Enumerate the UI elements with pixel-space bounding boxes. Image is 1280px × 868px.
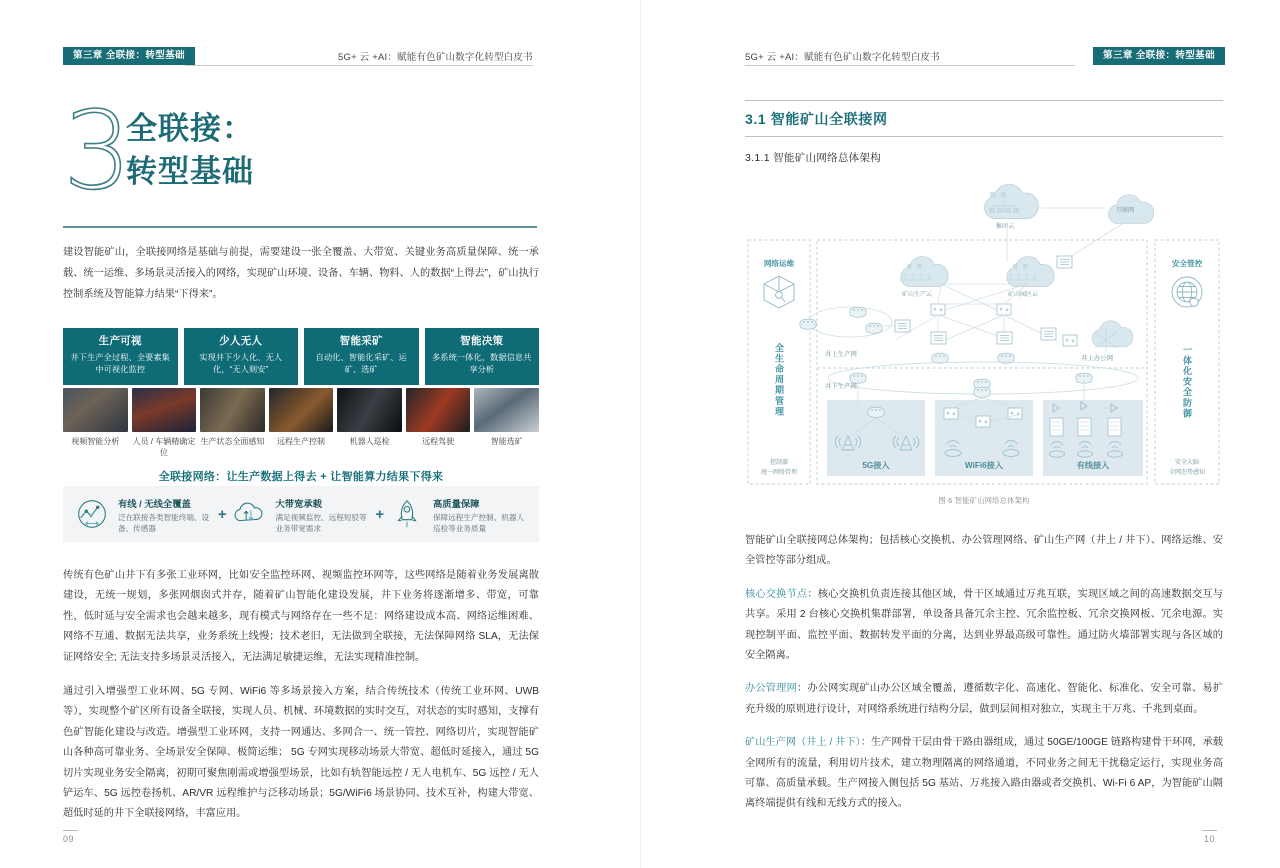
left-body-text: [63, 566, 539, 839]
network-architecture-figure: [745, 180, 1223, 492]
section-heading-block: [745, 100, 1223, 137]
photo-thumbnail: [269, 388, 334, 432]
access-block-label-5g: 5G接入: [862, 461, 890, 470]
photo-item: [474, 388, 539, 458]
feature-card: [304, 328, 419, 385]
mine-production-cloud-node: [900, 257, 948, 298]
right-panel-vertical-label: 一体化安全防御: [1182, 344, 1192, 420]
section-title: 3.1 智能矿山全联接网: [745, 111, 888, 127]
office-firewall: [1041, 328, 1056, 340]
pillar-row: [63, 486, 539, 542]
pillar-title: 有线 / 无线全覆盖: [118, 498, 191, 509]
folio-rule: [1202, 830, 1217, 831]
chapter-title-line1: 全联接：: [126, 111, 254, 146]
folio-number: 09: [63, 834, 75, 844]
right-panel-footer-1: 安全大脑: [1174, 460, 1200, 466]
photo-item: [63, 388, 128, 458]
rocket-icon: [388, 495, 426, 533]
chapter-divider: [63, 226, 537, 228]
photo-item: [132, 388, 197, 458]
body-paragraph: 通过引入增强型工业环网、5G 专网、WiFi6 等多场景接入方案，结合传统技术（传统工业环网、UWB 等），实现整个矿区所有设备全联接，实现人员、机械、环境数据的实时交互，对状态的实时感知，支撑有色矿智能化建设与改造。增强型工业环网，支持一网通达、多网合一、统一管控、网络切片，实现智能矿山各种高可靠业务、全场景安全保障、极简运维； 5G 专网实现移动场景大带宽、超低时延接入，通过 5G 切片实现业务安全隔离，初期可聚焦刚需或增强型场景，比如有轨智能远控 / 无人电机车、5G 远控 / 无人铲运车、5G 远控卷扬机、AR/VR 远程维护与泛移动场景；5G/WiFi6 场景协同、技术互补，构建大带宽、超低时延的井下全联接网络，丰富应用。: [63, 686, 539, 820]
photo-caption: 人员 / 车辆精确定位: [132, 437, 196, 458]
photo-caption: 智能选矿: [490, 437, 523, 446]
left-panel-heading: 网络运维: [763, 259, 795, 268]
feature-card: [425, 328, 540, 385]
office-router: [1063, 335, 1077, 346]
subsection-title: 3.1.1 智能矿山网络总体架构: [745, 152, 882, 164]
feature-card-desc: 井下生产全过程、全要素集中可视化监控: [70, 352, 170, 375]
photo-caption: 视频智能分析: [71, 437, 120, 446]
paragraph-text: ：生产网骨干层由骨干路由器组成，通过 50GE/100GE 链路构建骨干环网，承载全网所有的流量，利用切片技术，建立物理隔离的网络通道，不同业务之间无干扰稳定运行，实现业务高可靠、高质量承载。生产网接入侧包括 5G 基站、万兆接入路由器或者交换机、Wi-Fi 6 AP，为智能矿山隔离终端提供有线和无线方式的接入。: [745, 737, 1224, 810]
internet-label: 互联网: [1115, 208, 1135, 214]
page-right: [640, 0, 1280, 868]
plus-symbol: +: [217, 505, 227, 523]
feature-card: [63, 328, 178, 385]
running-header-chapter-tag: 第三章 全联接：转型基础: [63, 47, 195, 65]
intro-paragraph: 建设智能矿山，全联接网络是基础与前提，需要建设一张全覆盖、大带宽、关键业务高质量保障、统一承载、统一运维、多场景灵活接入的网络，实现矿山环境、设备、车辆、物料、人的数据“上得去”，矿山执行控制系统及智能算力结果“下得来”。: [63, 247, 539, 300]
feature-card-title: 智能决策: [460, 335, 504, 347]
photo-thumbnail: [337, 388, 402, 432]
body-paragraph: 传统有色矿山井下有多张工业环网，比如安全监控环网、视频监控环网等，这些网络是随着业务发展离散建设，无统一规划，多张网烟囱式并存，随着矿山智能化建设发展，井下业务将逐渐增多、带宽，可靠性，低时延与安全需求也会越来越多，现有模式与网络存在一些不足：网络建设成本高、网络运维困难、网络不互通、数据无法共享，业务系统上线慢；技术老旧，无法做到全联接，无法保障网络 SLA，无法保证网络安全; 无法支持多场景灵活接入，无法满足敏捷运维，无法实现精准控制。: [63, 570, 539, 663]
group-cloud-label: 集团云: [995, 223, 1015, 230]
folio-number: 10: [1203, 834, 1215, 844]
pillar-text: [433, 494, 529, 535]
feature-card-desc: 实现井下少人化、无人化，“无人则安”: [199, 352, 283, 375]
paragraph-text: ：办公网实现矿山办公区域全覆盖，遵循数字化、高速化、智能化、标准化、安全可靠、易扩充升级的原则进行设计，对网络系统进行结构分层，做到层间相对独立，实现主干万兆、千兆到桌面。: [745, 683, 1224, 715]
photo-thumbnail: [63, 388, 128, 432]
link-internet-fw: [1065, 222, 1125, 260]
surface-production-label: 井上生产网: [825, 351, 857, 358]
cube-wrench-icon: [764, 276, 794, 308]
surface-office-label: 井上办公网: [1081, 355, 1113, 362]
chapter-title: [126, 108, 254, 194]
plus-symbol: +: [375, 505, 385, 523]
photo-caption: 远程驾驶: [422, 437, 455, 446]
pillar-text: [118, 494, 214, 535]
network-diagram-svg: [745, 180, 1223, 492]
chapter-title-line2: 转型基础: [126, 153, 254, 189]
photo-item: [406, 388, 471, 458]
left-panel-footer-2: 统一网络管理: [760, 470, 798, 476]
feature-card: [184, 328, 299, 385]
photo-caption: 远程生产控制: [277, 437, 326, 446]
access-block-label-wired: 有线接入: [1076, 461, 1110, 470]
mine-production-cloud-label: 矿山生产云: [901, 292, 933, 298]
photo-thumbnail: [132, 388, 197, 432]
photo-item: [200, 388, 265, 458]
folio-left: [63, 830, 78, 844]
feature-card-list: [63, 328, 539, 385]
section-rule-bottom: [745, 136, 1223, 137]
mid-firewall-1: [931, 332, 946, 344]
edge-firewall: [1057, 256, 1072, 268]
pillar-title: 高质量保障: [432, 498, 480, 509]
photo-item: [337, 388, 402, 458]
cloud-bandwidth-icon: [230, 495, 268, 533]
group-cloud-node: [985, 184, 1039, 230]
running-header-rule: [185, 65, 533, 66]
office-cloud-node: [1092, 321, 1133, 352]
photo-thumbnail: [200, 388, 265, 432]
access-block-label-wifi6: WiFi6接入: [964, 461, 1004, 470]
body-paragraph: [745, 585, 1223, 667]
network-globe-icon: [73, 495, 111, 533]
running-header-title: 5G+ 云 +AI：赋能有色矿山数字化转型白皮书: [338, 52, 533, 63]
pillar-item: [388, 494, 529, 535]
globe-shield-icon: [1172, 277, 1202, 307]
feature-card-title: 生产可视: [98, 335, 142, 347]
pillar-text: [275, 494, 371, 535]
running-header-rule: [745, 65, 1075, 66]
photo-thumbnail: [474, 388, 539, 432]
figure-caption: 图 6 智能矿山网络总体架构: [938, 496, 1030, 505]
body-paragraph: 智能矿山全联接网总体架构；包括核心交换机、办公管理网络、矿山生产网（井上 / 井下）、网络运维、安全管控等部分组成。: [745, 535, 1223, 567]
body-paragraph: [745, 679, 1223, 720]
paragraph-lead: 矿山生产网（井上 / 井下）: [745, 737, 861, 749]
mine-park-cloud-label: 矿山园区云: [1007, 292, 1039, 298]
core-router-2: [997, 304, 1011, 315]
body-paragraph: [745, 733, 1223, 815]
pillar-desc: 满足视频监控、远程短驳等业务带宽需求: [275, 512, 367, 533]
paragraph-text: ：核心交换机负责连接其他区域，骨干区域通过万兆互联，实现区域之间的高速数据交互与共享。采用 2 台核心交换机集群部署，单设备具备冗余主控、冗余监控板、冗余交换网板、冗余电源。实现控制平面、监控平面、数据转发平面的分离，达到业界最高级可靠性。通过防火墙部署实现与各区域的安全隔离。: [745, 588, 1223, 662]
underground-production-label: 井下生产网: [825, 383, 857, 390]
spread-gutter: [640, 0, 641, 868]
pillar-title: 大带宽承载: [275, 498, 322, 509]
paragraph-lead: 核心交换节点: [745, 588, 808, 600]
pillar-desc: 保障远程生产控制、机器人巡检等业务质量: [432, 512, 525, 533]
mine-park-cloud-node: [1006, 257, 1054, 298]
right-body-text: [745, 531, 1223, 828]
photo-item: [269, 388, 334, 458]
left-panel-footer-1: 控制器: [769, 460, 789, 466]
running-header-title: 5G+ 云 +AI：赋能有色矿山数字化转型白皮书: [745, 52, 940, 63]
right-panel-footer-2: 全网态势感知: [1168, 470, 1206, 476]
paragraph-lead: 办公管理网: [745, 683, 797, 695]
folio-right: [1202, 830, 1217, 844]
pillar-desc: 泛在联接各类智能终端、设备、传感器: [118, 512, 210, 533]
feature-card-title: 少人无人: [219, 335, 263, 347]
section-rule-top: [745, 100, 1223, 101]
network-banner: 全联接网络：让生产数据上得去 + 让智能算力结果下得来: [158, 471, 444, 483]
feature-card-title: 智能采矿: [339, 335, 383, 347]
core-router-1: [931, 304, 945, 315]
feature-card-desc: 多系统一体化，数据信息共享分析: [432, 352, 532, 375]
chapter-opener: [63, 89, 543, 214]
photo-caption: 生产状态全面感知: [200, 437, 265, 446]
photo-thumbnail: [406, 388, 471, 432]
photo-strip: [63, 388, 539, 458]
photo-caption: 机器人巡检: [349, 437, 390, 446]
folio-rule: [63, 830, 78, 831]
running-header-chapter-tag: 第三章 全联接：转型基础: [1093, 47, 1225, 65]
right-panel-heading: 安全管控: [1171, 259, 1203, 268]
feature-card-desc: 自动化、智能化采矿、运矿、选矿: [315, 352, 407, 375]
chapter-number: 3: [63, 89, 132, 214]
surface-production-ring: [800, 307, 910, 337]
left-panel-vertical-label: 全生命周期管理: [774, 342, 784, 418]
internet-cloud-node: [1109, 195, 1154, 224]
pillar-item: [73, 494, 214, 535]
mid-firewall-2: [997, 332, 1012, 344]
pillar-item: [230, 494, 371, 535]
surface-agg-switch-1: [932, 353, 948, 363]
